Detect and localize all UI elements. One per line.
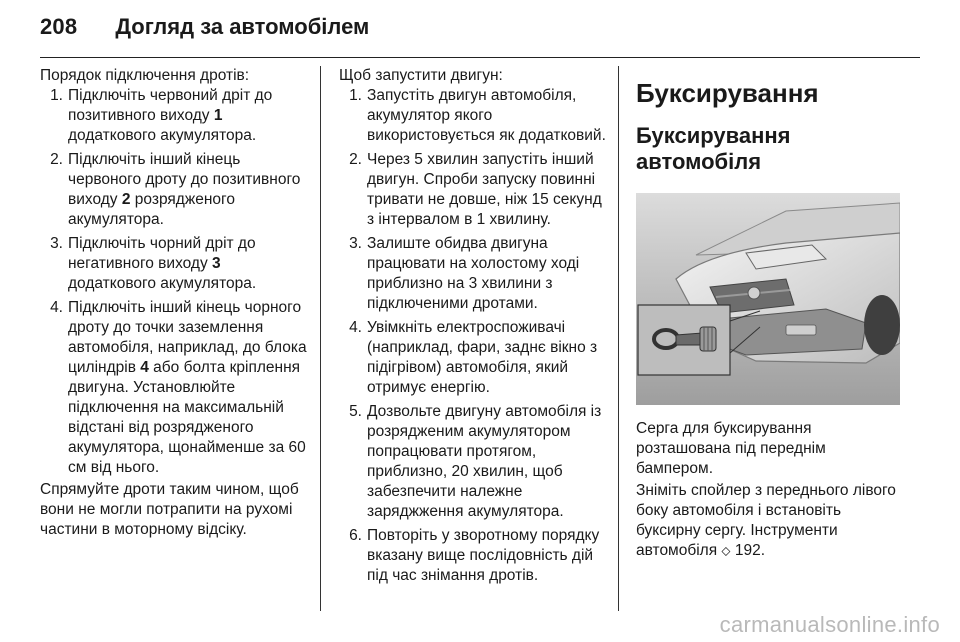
list-item	[40, 150, 310, 230]
column-left	[40, 66, 310, 540]
list-item	[339, 318, 607, 398]
step-text: Повторіть у зворотному порядку вказану вище послідовність дій під час знімання дротів.	[367, 527, 600, 584]
step-text: Підключіть червоний дріт до позитивного виходу 1 додаткового акумулятора.	[68, 87, 273, 144]
column-divider	[320, 66, 321, 611]
paragraph: Зніміть спойлер з переднього лівого боку автомобіля і встановіть буксирну сергу. Інструменти автомобіля ⬦ 192.	[636, 482, 896, 559]
section-title: Догляд за автомобілем	[115, 14, 370, 39]
step-text: Підключіть чорний дріт до негативного виходу 3 додаткового акумулятора.	[68, 235, 257, 292]
step-number: 2.	[50, 151, 63, 168]
step-text: Підключіть інший кінець чорного дроту до точки заземлення автомобіля, наприклад, до блока циліндрів 4 або болта кріплення двигуна. Установлюйте підключення на максимальній відстані від розрядженого акумулятора, щонайменше за 60 см від нього.	[68, 299, 307, 476]
step-text: Залиште обидва двигуна працювати на холостому ході приблизно на 3 хвилини з підключеними дротами.	[367, 235, 580, 312]
column-divider	[618, 66, 619, 611]
section-heading: Буксирування автомобіля	[636, 123, 791, 174]
step-number: 5.	[349, 403, 362, 420]
connection-steps-list	[40, 86, 310, 478]
page-reference[interactable]: 192.	[734, 542, 765, 559]
step-text: Запустіть двигун автомобіля, акумулятор якого використовується як додатковий.	[367, 87, 606, 144]
step-text: Через 5 хвилин запустіть інший двигун. Спроби запуску повинні тривати не довше, ніж 15 секунд з інтервалом в 1 хвилину.	[367, 151, 602, 228]
paragraph: Порядок підключення дротів:	[40, 67, 250, 84]
step-text: Дозвольте двигуну автомобіля із розрядженим акумулятором попрацювати протягом, приблизно, 20 хвилин, щоб забезпечити належне заряджження акумулятора.	[367, 403, 602, 520]
callout-number: 1	[213, 107, 223, 124]
list-item	[339, 234, 607, 314]
step-number: 1.	[349, 87, 362, 104]
step-number: 6.	[349, 527, 362, 544]
car-front-drawing	[636, 193, 900, 405]
step-number: 1.	[50, 87, 63, 104]
watermark: carmanualsonline.info	[719, 612, 940, 637]
column-right	[636, 66, 904, 561]
paragraph: Спрямуйте дроти таким чином, щоб вони не могли потрапити на рухомі частини в моторному відсіку.	[40, 481, 299, 538]
step-number: 3.	[50, 235, 63, 252]
page-reference-icon: ⬦	[721, 543, 731, 558]
list-item	[40, 298, 310, 478]
column-middle	[339, 66, 607, 586]
list-item	[339, 150, 607, 230]
paragraph: Щоб запустити двигун:	[339, 67, 503, 84]
list-item	[339, 402, 607, 522]
page-number: 208	[40, 14, 78, 39]
step-text: Увімкніть електроспоживачі (наприклад, фари, заднє вікно з підігрівом) автомобіля, який отримує енергію.	[367, 319, 598, 396]
step-number: 2.	[349, 151, 362, 168]
towing-eye-illustration	[636, 193, 900, 405]
callout-number: 4	[140, 359, 149, 376]
list-item	[40, 86, 310, 146]
callout-number: 2	[121, 191, 131, 208]
start-steps-list	[339, 86, 607, 586]
chapter-heading: Буксирування	[636, 78, 819, 108]
header-rule	[40, 57, 920, 58]
callout-number: 3	[212, 255, 221, 272]
list-item	[339, 86, 607, 146]
step-number: 4.	[349, 319, 362, 336]
step-number: 4.	[50, 299, 63, 316]
page-header	[40, 14, 369, 44]
list-item	[339, 526, 607, 586]
figure-caption: Серга для буксирування розташована під переднім бампером.	[636, 420, 826, 477]
step-number: 3.	[349, 235, 362, 252]
list-item	[40, 234, 310, 294]
step-text: Підключіть інший кінець червоного дроту до позитивного виходу 2 розрядженого акумулятора.	[68, 151, 301, 228]
